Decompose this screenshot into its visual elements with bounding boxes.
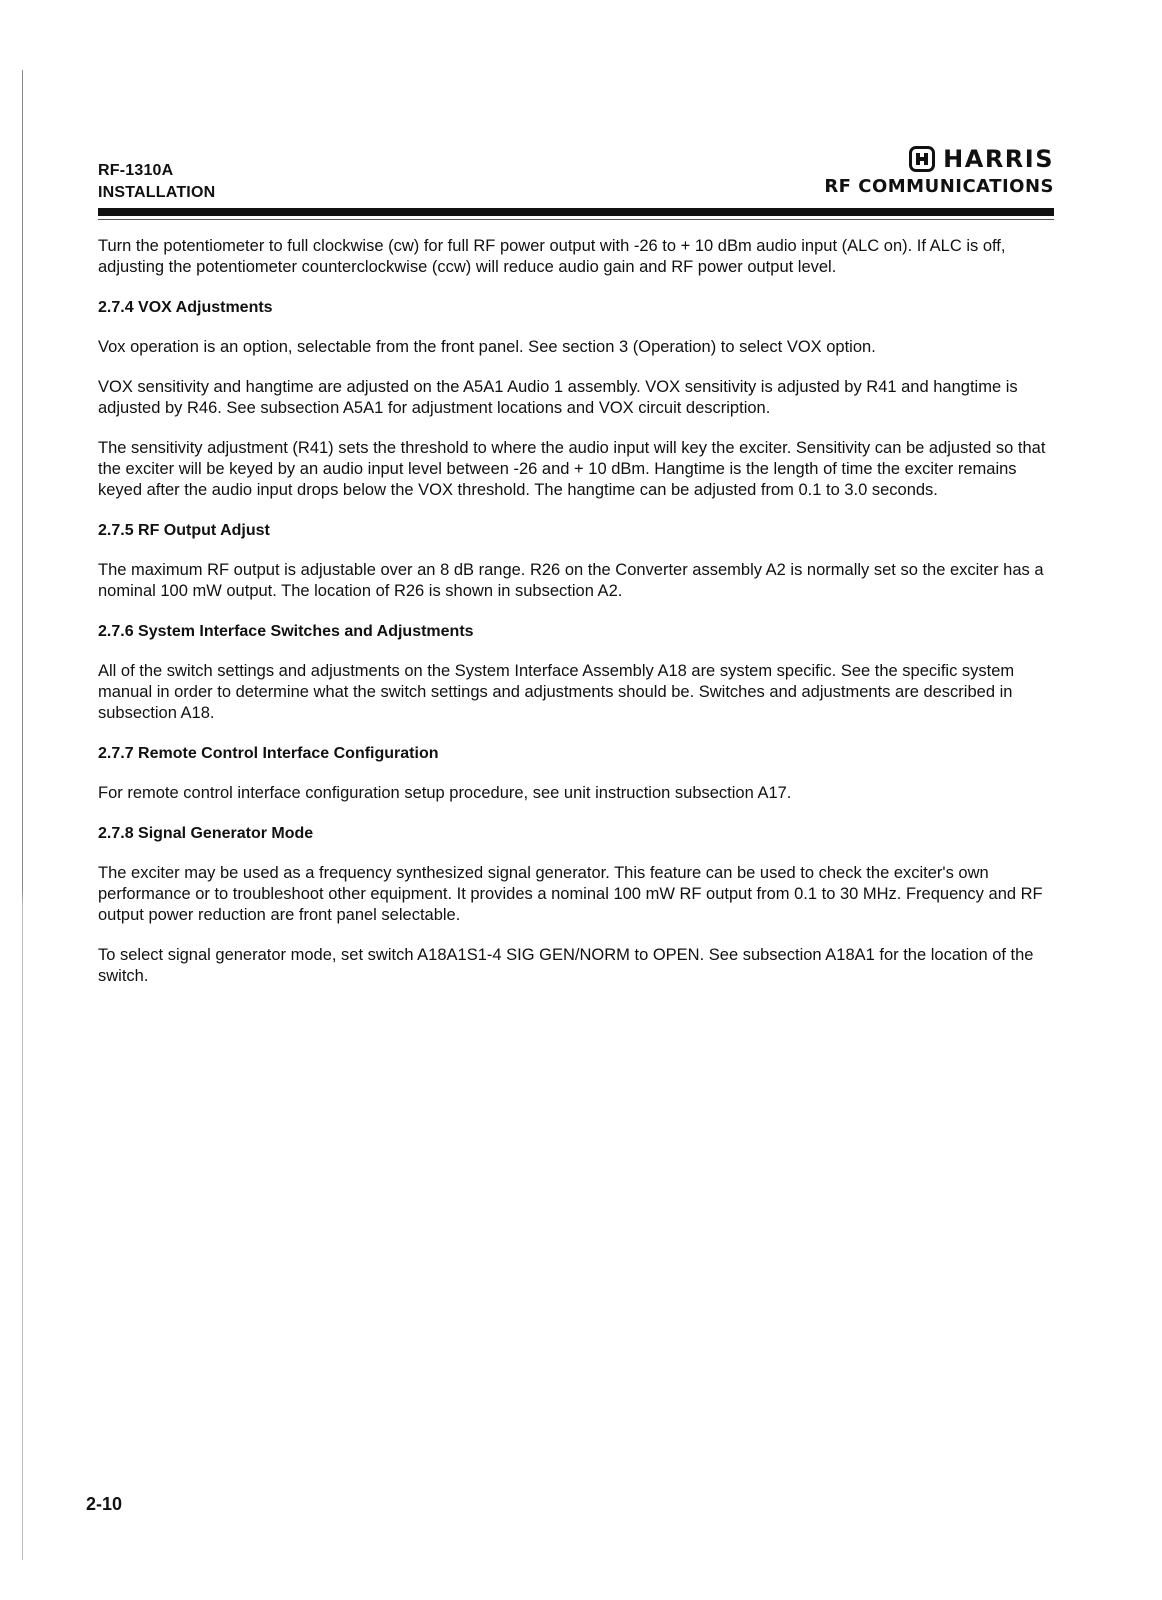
paragraph-system-interface: All of the switch settings and adjustments on the System Interface Assembly A18 are system specific. See the specific system manual in order to determine what the switch settings and adjustments should be. Switches and adjustments are described in subsection A18. (98, 662, 1015, 722)
paragraph-rf-output: The maximum RF output is adjustable over an 8 dB range. R26 on the Converter assembly A2 is normally set so the exciter has a nominal 100 mW output. The location of R26 is shown in subsection A2. (98, 561, 1044, 600)
paragraph-signal-generator: The exciter may be used as a frequency synthesized signal generator. This feature can be used to check the exciter's own performance or to troubleshoot other equipment. It provides a nominal 100 mW RF output from 0.1 to 30 MHz. Frequency and RF output power reduction are front panel selectable. (98, 864, 1043, 924)
heading-system-interface: 2.7.6 System Interface Switches and Adjustments (98, 623, 474, 640)
heading-remote-control: 2.7.7 Remote Control Interface Configuration (98, 745, 439, 762)
page-body (98, 236, 1054, 1006)
page-number: 2-10 (86, 1494, 123, 1514)
paragraph-signal-generator-switch: To select signal generator mode, set switch A18A1S1-4 SIG GEN/NORM to OPEN. See subsection A18A1 for the location of the switch. (98, 946, 1034, 985)
heading-signal-generator: 2.7.8 Signal Generator Mode (98, 825, 314, 842)
binding-margin-line (22, 70, 23, 1560)
harris-logo-icon (909, 146, 935, 172)
header-rule-thin (98, 219, 1054, 220)
section-title: INSTALLATION (98, 184, 216, 201)
document-header-left (98, 160, 215, 204)
model-number: RF-1310A (98, 162, 174, 179)
heading-vox-adjustments: 2.7.4 VOX Adjustments (98, 299, 273, 316)
brand-name: HARRIS (943, 145, 1054, 173)
paragraph-vox-option: Vox operation is an option, selectable from the front panel. See section 3 (Operation) to select VOX option. (98, 338, 876, 356)
paragraph-sensitivity-hangtime: The sensitivity adjustment (R41) sets the threshold to where the audio input will key the exciter. Sensitivity can be adjusted so that the exciter will be keyed by an audio input level between -26 and + 10 dBm. Hangtime is the length of time the exciter remains keyed after the audio input drops below the VOX threshold. The hangtime can be adjusted from 0.1 to 3.0 seconds. (98, 439, 1046, 499)
paragraph-potentiometer: Turn the potentiometer to full clockwise (cw) for full RF power output with -26 to + 10 dBm audio input (ALC on). If ALC is off, adjusting the potentiometer counterclockwise (ccw) will reduce audio gain and RF power output level. (98, 237, 1006, 276)
document-header-right (824, 146, 1054, 197)
paragraph-remote-control: For remote control interface configuration setup procedure, see unit instruction subsection A17. (98, 784, 792, 802)
heading-rf-output-adjust: 2.7.5 RF Output Adjust (98, 522, 270, 539)
header-rule (98, 208, 1054, 216)
brand-logo (824, 146, 1054, 172)
division-name: RF COMMUNICATIONS (824, 176, 1054, 197)
paragraph-vox-sensitivity: VOX sensitivity and hangtime are adjusted on the A5A1 Audio 1 assembly. VOX sensitivity is adjusted by R41 and hangtime is adjusted by R46. See subsection A5A1 for adjustment locations and VOX circuit description. (98, 378, 1018, 417)
